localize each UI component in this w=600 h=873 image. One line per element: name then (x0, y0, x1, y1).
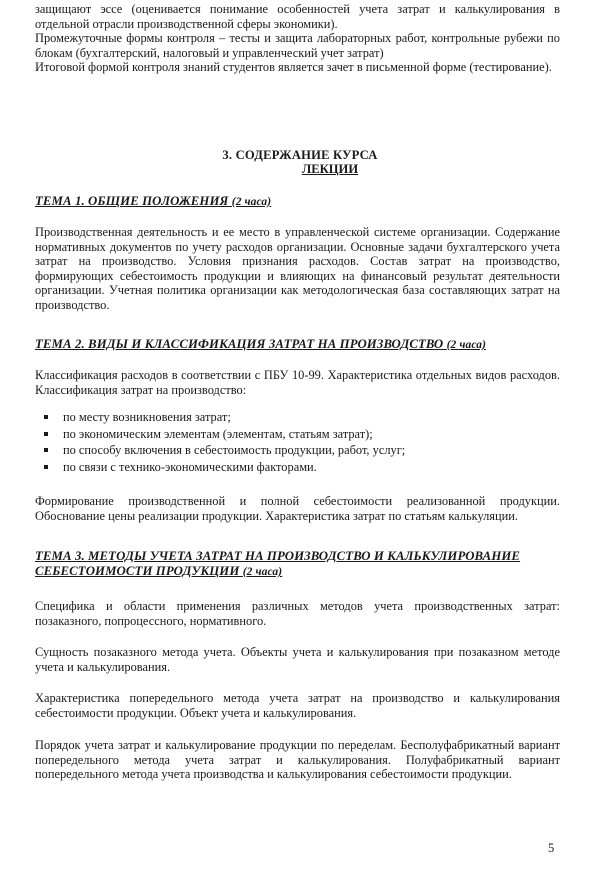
topic-1-paragraph: Производственная деятельность и ее место в управленческой системе организации. Содержание нормативных документов по учету расходов организации. Основные задачи бухгалтерского учета затрат на производство. Условия признания расходов. Состав затрат на производство, формирующих себестоимость продукции и влияющих на финансовый результат деятельности организации. Учетная политика организации как методологическая база составляющих затрат на производство. (35, 225, 560, 312)
topic-2-hours: (2 часа) (446, 339, 487, 351)
topic-3-title-line-2: СЕБЕСТОИМОСТИ ПРОДУКЦИИ (35, 564, 240, 578)
list-item: по способу включения в себестоимость продукции, работ, услуг; (35, 442, 555, 459)
section-title: 3. СОДЕРЖАНИЕ КУРСА (222, 148, 378, 162)
topic-1-heading (35, 194, 565, 210)
topic-3-heading (35, 549, 565, 580)
list-item: по месту возникновения затрат; (35, 409, 555, 426)
list-item: по экономическим элементам (элементам, статьям затрат); (35, 426, 555, 443)
cost-classification-list (35, 409, 555, 475)
topic-3-title-line-1: ТЕМА 3. МЕТОДЫ УЧЕТА ЗАТРАТ НА ПРОИЗВОДСТВО И КАЛЬКУЛИРОВАНИЕ (35, 549, 521, 563)
intro-paragraph-final-control: Итоговой формой контроля знаний студентов является зачет в письменной форме (тестирование). (35, 60, 552, 74)
intro-paragraph-essay: защищают эссе (оценивается понимание особенностей учета затрат и калькулирования в отдельной отрасли производственной сферы экономики). (35, 2, 560, 31)
topic-2-paragraph-intro: Классификация расходов в соответствии с ПБУ 10-99. Характеристика отдельных видов расходов. Классификация затрат на производство: (35, 368, 560, 397)
topic-1-title: ТЕМА 1. ОБЩИЕ ПОЛОЖЕНИЯ (35, 194, 229, 208)
section-subtitle (0, 162, 600, 177)
topic-3-paragraph-stages: Порядок учета затрат и калькулирование продукции по переделам. Бесполуфабрикатный вариант попередельного метода учета затрат и калькулирования. Полуфабрикатный вариант попередельного метода учета производства и калькулирования себестоимости продукции. (35, 738, 560, 782)
section-subtitle-text: ЛЕКЦИИ (301, 162, 359, 176)
topic-2-paragraph-cost: Формирование производственной и полной себестоимости реализованной продукции. Обоснование цены реализации продукции. Характеристика затрат по статьям калькуляции. (35, 494, 560, 523)
topic-2-heading (35, 337, 565, 353)
topic-3-hours: (2 часа) (242, 566, 283, 578)
page-number: 5 (548, 841, 555, 855)
topic-1-hours: (2 часа) (231, 196, 272, 208)
topic-2-title: ТЕМА 2. ВИДЫ И КЛАССИФИКАЦИЯ ЗАТРАТ НА ПРОИЗВОДСТВО (35, 337, 444, 351)
topic-3-paragraph-process: Характеристика попередельного метода учета затрат на производство и калькулирования себестоимости продукции. Объект учета и калькулирования. (35, 691, 560, 720)
intro-paragraph-intermediate-control: Промежуточные формы контроля – тесты и защита лабораторных работ, контрольные рубежи по блокам (бухгалтерский, налоговый и управленческий учет затрат) (35, 31, 560, 60)
list-item: по связи с технико-экономическими факторами. (35, 459, 555, 476)
topic-3-paragraph-methods: Специфика и области применения различных методов учета производственных затрат: позаказного, попроцессного, нормативного. (35, 599, 560, 628)
topic-3-paragraph-job-order: Сущность позаказного метода учета. Объекты учета и калькулирования при позаказном методе учета и калькулирования. (35, 645, 560, 674)
